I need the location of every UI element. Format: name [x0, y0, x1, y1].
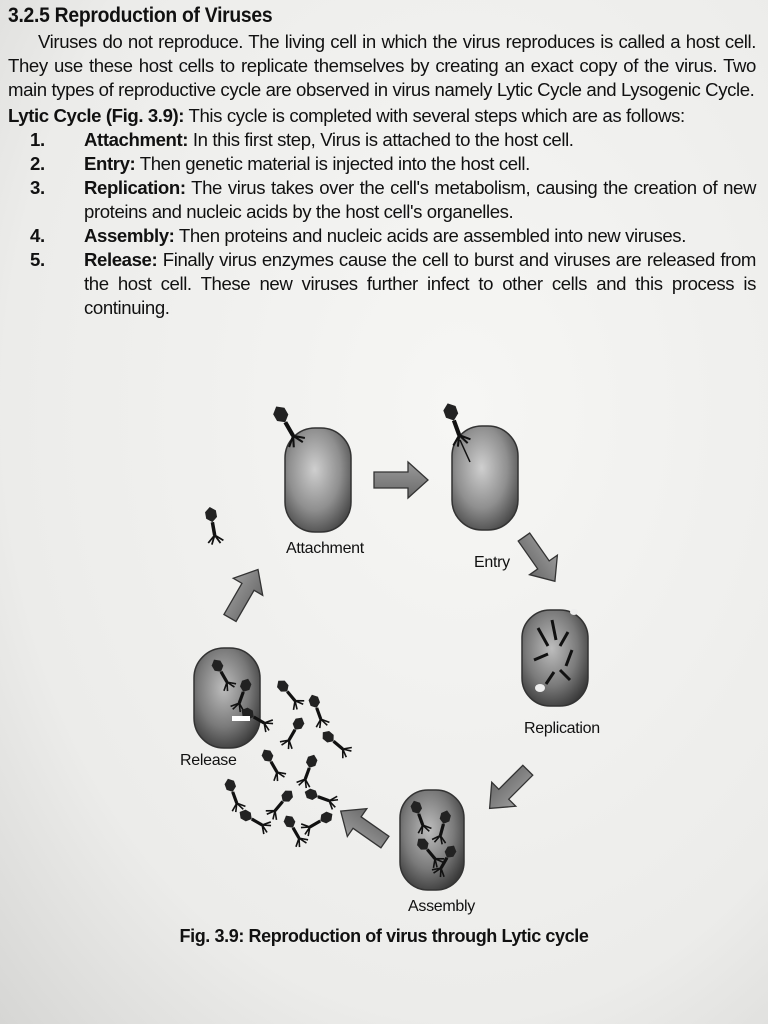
cycle-arrows — [215, 462, 569, 856]
step-text: The virus takes over the cell's metabolism, causing the creation of new proteins and nucleic acids by the host cell's organelles. — [84, 177, 756, 222]
phage-icon — [302, 785, 339, 810]
arrow-left-icon — [331, 797, 395, 856]
step-release — [8, 248, 756, 320]
attachment-cell — [268, 402, 351, 532]
arrow-right-icon — [374, 462, 428, 498]
label-entry: Entry — [474, 554, 510, 571]
phage-icon — [296, 752, 321, 789]
step-title: Release: — [84, 249, 158, 270]
intro-paragraph: Viruses do not reproduce. The living cell in which the virus reproduces is called a host cell. They use these host cells to replicate themselves by creating an exact copy of the virus. Two main types of reproductive cycle are observed in virus namely Lytic Cycle and Lysogenic Cycle. — [8, 31, 756, 100]
arrow-up-right-icon — [215, 561, 272, 626]
phage-icon — [305, 692, 330, 729]
step-number: 4. — [30, 225, 45, 246]
lytic-cycle-intro-text: This cycle is completed with several steps which are as follows: — [184, 105, 685, 126]
label-assembly: Assembly — [408, 898, 475, 915]
label-replication: Replication — [524, 720, 600, 737]
step-text: In this first step, Virus is attached to the host cell. — [188, 129, 574, 150]
release-cell — [194, 648, 353, 849]
step-number: 3. — [30, 177, 45, 198]
phage-icon — [202, 506, 224, 546]
phage-icon — [280, 812, 309, 848]
step-title: Attachment: — [84, 129, 189, 150]
phage-icon — [318, 727, 353, 760]
arrow-down-left-icon — [478, 758, 540, 820]
step-replication — [8, 176, 756, 224]
phage-icon — [299, 808, 335, 837]
step-text: Then genetic material is injected into the host cell. — [135, 153, 530, 174]
phage-icon — [273, 676, 306, 711]
step-number: 2. — [30, 153, 45, 174]
phage-icon — [264, 786, 297, 821]
lytic-cycle-label: Lytic Cycle (Fig. 3.9): — [8, 105, 185, 126]
step-title: Replication: — [84, 177, 186, 198]
label-release: Release — [180, 752, 237, 769]
arrow-down-right-icon — [510, 527, 569, 591]
lytic-cycle-intro — [8, 104, 756, 128]
phage-icon — [221, 776, 246, 813]
figure-caption: Fig. 3.9: Reproduction of virus through Lytic cycle — [179, 926, 589, 946]
step-entry — [8, 152, 756, 176]
phage-icon — [279, 714, 308, 750]
step-text: Then proteins and nucleic acids are assembled into new viruses. — [174, 225, 686, 246]
label-attachment: Attachment — [286, 540, 364, 557]
step-number: 5. — [30, 249, 45, 270]
step-title: Assembly: — [84, 225, 175, 246]
step-title: Entry: — [84, 153, 136, 174]
step-attachment — [8, 128, 756, 152]
section-text — [8, 4, 756, 320]
replication-cell — [522, 609, 588, 706]
entry-cell — [439, 400, 518, 530]
assembly-cell — [400, 790, 464, 890]
section-heading: 3.2.5 Reproduction of Viruses — [8, 4, 273, 27]
step-assembly — [8, 224, 756, 248]
phage-icon — [439, 400, 471, 448]
step-number: 1. — [30, 129, 45, 150]
phage-icon — [258, 746, 287, 782]
lytic-steps-list — [8, 128, 756, 320]
step-text: Finally virus enzymes cause the cell to burst and viruses are released from the host cell. These new viruses further infect to other cells and this process is continuing. — [84, 249, 756, 318]
